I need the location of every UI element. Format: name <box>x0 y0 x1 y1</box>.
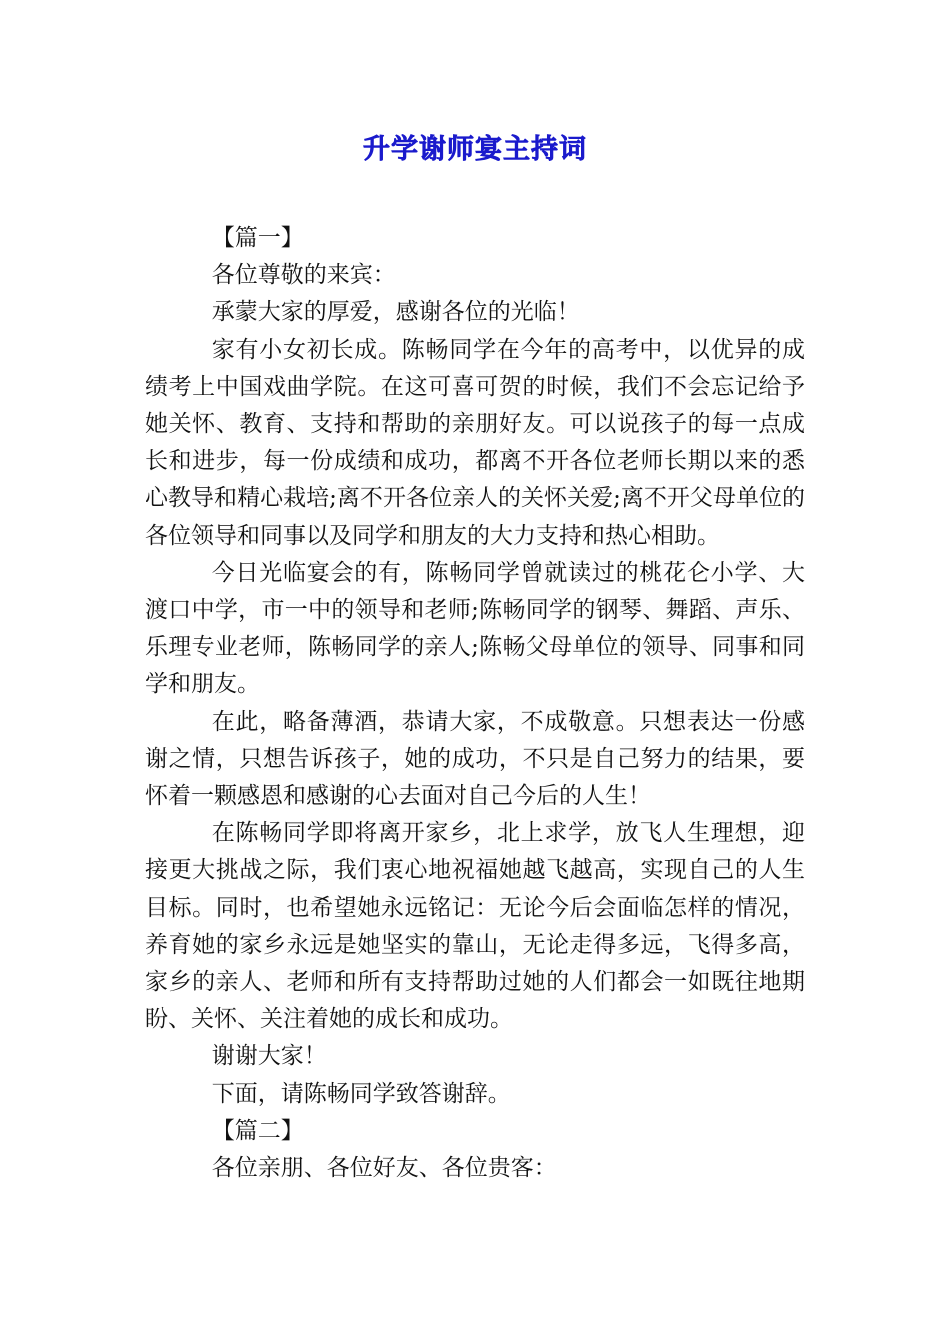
paragraph: 承蒙大家的厚爱，感谢各位的光临！ <box>211 299 580 326</box>
paragraph: 家有小女初长成。陈畅同学在今年的高考中，以优异的成绩考上中国戏曲学院。在这可喜可贺的时候，我们不会忘记给予她关怀、教育、支持和帮助的亲朋好友。可以说孩子的每一点成长和进步，每一份成绩和成功，都离不开各位老师长期以来的悉心教导和精心栽培;离不开各位亲人的关怀关爱;离不开父母单位的各位领导和同事以及同学和朋友的大力支持和热心相助。 <box>145 336 805 549</box>
section-heading: 【篇一】 <box>211 225 304 251</box>
paragraph: 今日光临宴会的有，陈畅同学曾就读过的桃花仑小学、大渡口中学，市一中的领导和老师;陈畅同学的钢琴、舞蹈、声乐、乐理专业老师，陈畅同学的亲人;陈畅父母单位的领导、同事和同学和朋友。 <box>145 559 805 698</box>
paragraph: 在此，略备薄酒，恭请大家，不成敬意。只想表达一份感谢之情，只想告诉孩子，她的成功，不只是自己努力的结果，要怀着一颗感恩和感谢的心去面对自己今后的人生！ <box>145 708 805 810</box>
paragraph: 各位尊敬的来宾： <box>211 262 396 289</box>
paragraph: 在陈畅同学即将离开家乡，北上求学，放飞人生理想，迎接更大挑战之际，我们衷心地祝福她越飞越高，实现自己的人生目标。同时，也希望她永远铭记：无论今后会面临怎样的情况，养育她的家乡永远是她坚实的靠山，无论走得多远，飞得多高，家乡的亲人、老师和所有支持帮助过她的人们都会一如既往地期盼、关怀、关注着她的成长和成功。 <box>145 820 805 1033</box>
section-heading: 【篇二】 <box>211 1117 304 1144</box>
paragraph: 谢谢大家！ <box>211 1043 327 1070</box>
paragraph: 下面，请陈畅同学致答谢辞。 <box>211 1080 511 1107</box>
document-title: 升学谢师宴主持词 <box>363 134 587 165</box>
paragraph: 各位亲朋、各位好友、各位贵客： <box>211 1155 557 1182</box>
document-body <box>145 220 805 1187</box>
